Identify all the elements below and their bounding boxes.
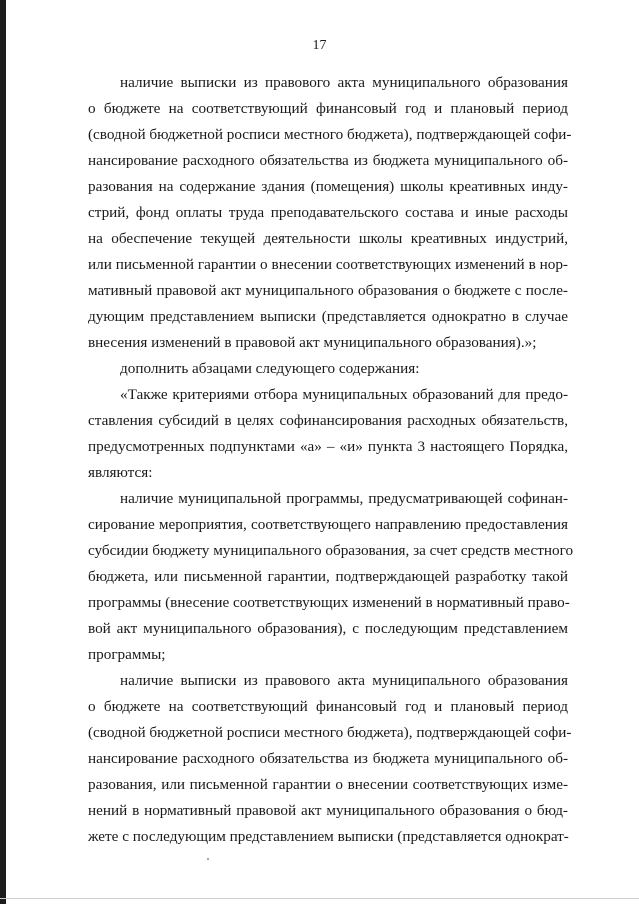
- text-line: предусмотренных подпунктами «а» – «и» пункта 3 настоящего Порядка,: [88, 438, 568, 455]
- page-number: 17: [312, 38, 327, 53]
- text-line: стрий, фонд оплаты труда преподавательского состава и иные расходы: [88, 204, 568, 221]
- text-line: жете с последующим представлением выписки (представляется однократ-: [88, 828, 569, 845]
- text-line: являются:: [88, 464, 153, 481]
- text-line: наличие муниципальной программы, предусматривающей софинан-: [120, 490, 568, 507]
- text-line: программы;: [88, 646, 166, 663]
- text-line: ставления субсидий в целях софинансирования расходных обязательств,: [88, 412, 568, 429]
- text-line: нансирование расходного обязательства из бюджета муниципального об-: [88, 152, 568, 169]
- text-line: нансирование расходного обязательства из бюджета муниципального об-: [88, 750, 568, 767]
- scan-speck: [207, 858, 209, 860]
- text-line: «Также критериями отбора муниципальных образований для предо-: [120, 386, 568, 403]
- text-line: о бюджете на соответствующий финансовый год и плановый период: [88, 100, 568, 117]
- text-line: бюджета, или письменной гарантии, подтверждающей разработку такой: [88, 568, 568, 585]
- text-line: нений в нормативный правовой акт муниципального образования о бюд-: [88, 802, 568, 819]
- text-line: наличие выписки из правового акта муниципального образования: [120, 672, 568, 689]
- text-line: о бюджете на соответствующий финансовый год и плановый период: [88, 698, 568, 715]
- text-line: сирование мероприятия, соответствующего направлению предоставления: [88, 516, 568, 533]
- scan-left-edge: [0, 0, 6, 904]
- text-line: дующим представлением выписки (представляется однократно в случае: [88, 308, 568, 325]
- text-line: субсидии бюджету муниципального образования, за счет средств местного: [88, 542, 574, 559]
- text-line: программы (внесение соответствующих изменений в нормативный право-: [88, 594, 570, 611]
- text-line: или письменной гарантии о внесении соответствующих изменений в нор-: [88, 256, 568, 273]
- text-line: вой акт муниципального образования), с последующим представлением: [88, 620, 568, 637]
- text-line: мативный правовой акт муниципального образования о бюджете с после-: [88, 282, 568, 299]
- text-line: (сводной бюджетной росписи местного бюджета), подтверждающей софи-: [88, 126, 572, 143]
- text-line: разования, или письменной гарантии о внесении соответствующих изме-: [88, 776, 568, 793]
- text-line: наличие выписки из правового акта муниципального образования: [120, 74, 568, 91]
- scan-bottom-edge: [0, 898, 639, 899]
- text-line: на обеспечение текущей деятельности школы креативных индустрий,: [88, 230, 568, 247]
- text-line: внесения изменений в правовой акт муниципального образования).»;: [88, 334, 537, 351]
- text-line: разования на содержание здания (помещения) школы креативных инду-: [88, 178, 568, 195]
- text-line: дополнить абзацами следующего содержания:: [120, 360, 420, 377]
- text-line: (сводной бюджетной росписи местного бюджета), подтверждающей софи-: [88, 724, 572, 741]
